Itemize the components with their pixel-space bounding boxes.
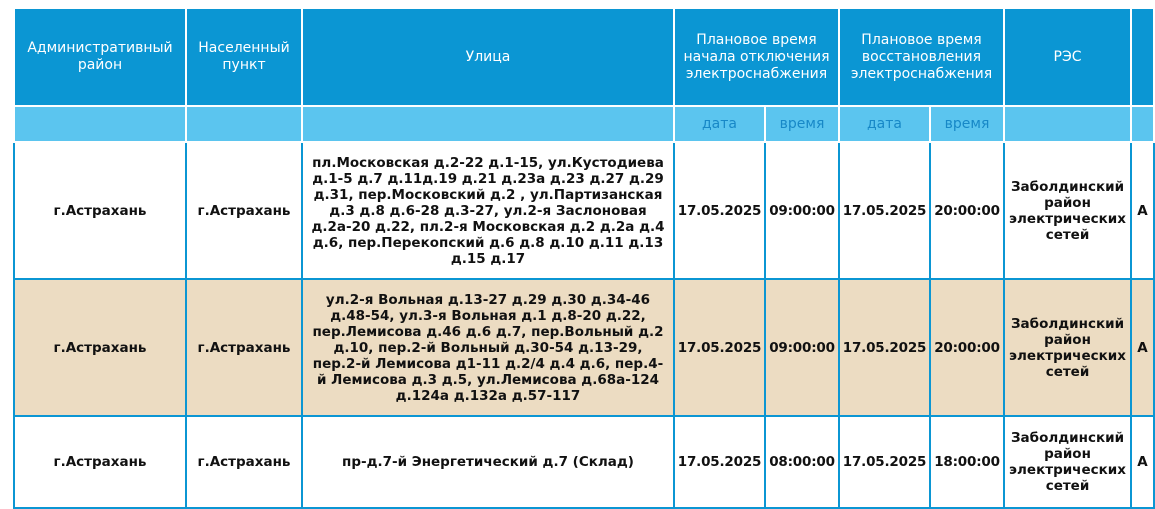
header-street: Улица: [302, 8, 674, 106]
subheader-on-date: дата: [839, 106, 930, 142]
subheader-empty: [1131, 106, 1154, 142]
header-row: [14, 8, 1154, 106]
subheader-on-time: время: [930, 106, 1004, 142]
cell-district: г.Астрахань: [14, 279, 186, 416]
header-on-time: Плановое время восстановления электроснабжения: [839, 8, 1004, 106]
outage-table-container: [13, 7, 1153, 509]
cell-off-date: 17.05.2025: [674, 279, 765, 416]
cell-locality: г.Астрахань: [186, 142, 302, 279]
table-row: [14, 279, 1154, 416]
subheader-off-time: время: [765, 106, 839, 142]
table-row: [14, 416, 1154, 508]
cell-res: Заболдинский район электрических сетей: [1004, 416, 1131, 508]
table-row: [14, 142, 1154, 279]
cell-next: А: [1131, 416, 1154, 508]
outage-table: [13, 7, 1155, 509]
header-district: Административный район: [14, 8, 186, 106]
subheader-empty: [1004, 106, 1131, 142]
cell-next: А: [1131, 142, 1154, 279]
cell-locality: г.Астрахань: [186, 279, 302, 416]
cell-on-date: 17.05.2025: [839, 279, 930, 416]
cell-on-date: 17.05.2025: [839, 416, 930, 508]
cell-on-date: 17.05.2025: [839, 142, 930, 279]
cell-off-time: 08:00:00: [765, 416, 839, 508]
cell-off-date: 17.05.2025: [674, 142, 765, 279]
cell-on-time: 20:00:00: [930, 142, 1004, 279]
cell-district: г.Астрахань: [14, 142, 186, 279]
cell-on-time: 18:00:00: [930, 416, 1004, 508]
subheader-row: [14, 106, 1154, 142]
cell-res: Заболдинский район электрических сетей: [1004, 142, 1131, 279]
cell-off-time: 09:00:00: [765, 142, 839, 279]
cell-next: А: [1131, 279, 1154, 416]
subheader-empty: [186, 106, 302, 142]
header-locality: Населенный пункт: [186, 8, 302, 106]
cell-res: Заболдинский район электрических сетей: [1004, 279, 1131, 416]
header-res: РЭС: [1004, 8, 1131, 106]
cell-street: ул.2-я Вольная д.13-27 д.29 д.30 д.34-46 д.48-54, ул.3-я Вольная д.1 д.8-20 д.22, пер.Лемисова д.46 д.6 д.7, пер.Вольный д.2 д.10, пер.2-й Вольный д.30-54 д.13-29, пер.2-й Лемисова д1-11 д.2/4 д.4 д.6, пер.4-й Лемисова д.3 д.5, ул.Лемисова д.68а-124 д.124а д.132а д.57-117: [302, 279, 674, 416]
header-next: [1131, 8, 1154, 106]
cell-off-date: 17.05.2025: [674, 416, 765, 508]
cell-on-time: 20:00:00: [930, 279, 1004, 416]
subheader-off-date: дата: [674, 106, 765, 142]
subheader-empty: [14, 106, 186, 142]
cell-street: пл.Московская д.2-22 д.1-15, ул.Кустодиева д.1-5 д.7 д.11д.19 д.21 д.23а д.23 д.27 д.29 д.31, пер.Московский д.2 , ул.Партизанская д.3 д.8 д.6-28 д.3-27, ул.2-я Заслоновая д.2а-20 д.22, пл.2-я Московская д.2 д.2а д.4 д.6, пер.Перекопский д.6 д.8 д.10 д.11 д.13 д.15 д.17: [302, 142, 674, 279]
subheader-empty: [302, 106, 674, 142]
cell-off-time: 09:00:00: [765, 279, 839, 416]
header-off-time: Плановое время начала отключения электроснабжения: [674, 8, 839, 106]
cell-district: г.Астрахань: [14, 416, 186, 508]
cell-street: пр-д.7-й Энергетический д.7 (Склад): [302, 416, 674, 508]
cell-locality: г.Астрахань: [186, 416, 302, 508]
